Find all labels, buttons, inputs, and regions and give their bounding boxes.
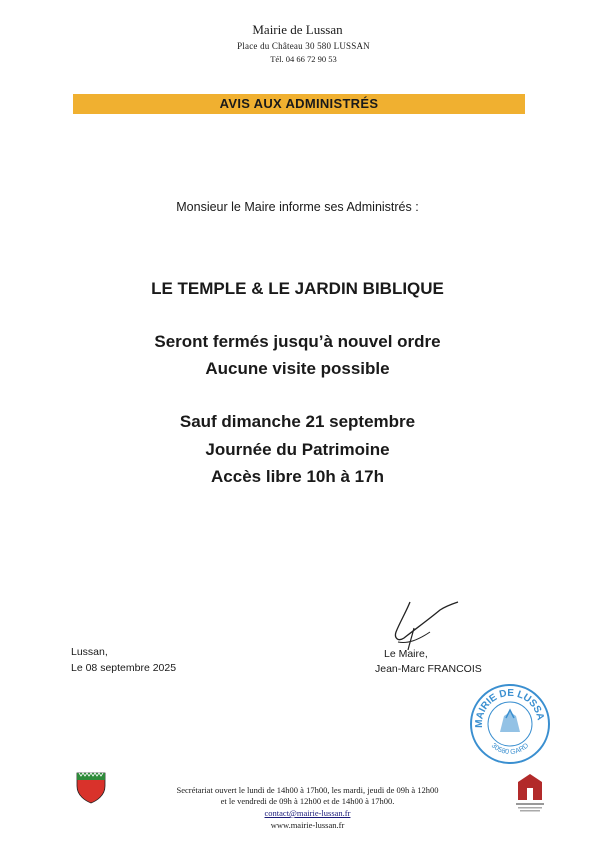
mairie-stamp-icon bbox=[468, 682, 552, 771]
closing-place: Lussan, bbox=[71, 646, 108, 658]
stamp-postcode: 30580 GARD bbox=[489, 742, 531, 757]
stamp-text: MAIRIE DE LUSSA bbox=[473, 687, 546, 728]
svg-text:30580 GARD bbox=[490, 742, 530, 756]
closing-signer: Jean-Marc FRANCOIS bbox=[375, 663, 482, 675]
mairie-name: Mairie de Lussan bbox=[252, 22, 343, 37]
mairie-phone: Tél. 04 66 72 90 53 bbox=[270, 54, 337, 64]
banner-title: AVIS AUX ADMINISTRÉS bbox=[219, 96, 379, 111]
footer-hours-line-2: et le vendredi de 09h à 12h00 et de 14h00 à 17h00. bbox=[220, 796, 395, 806]
notice-line-exception-date: Sauf dimanche 21 septembre bbox=[179, 412, 416, 431]
footer-website[interactable]: www.mairie-lussan.fr bbox=[270, 820, 345, 830]
notice-title: LE TEMPLE & LE JARDIN BIBLIQUE bbox=[151, 279, 444, 298]
mairie-address: Place du Château 30 580 LUSSAN bbox=[237, 41, 370, 51]
intro-text: Monsieur le Maire informe ses Administrés : bbox=[176, 200, 419, 214]
notice-banner bbox=[73, 94, 525, 114]
closing-role: Le Maire, bbox=[384, 648, 428, 660]
footer-email-link[interactable]: contact@mairie-lussan.fr bbox=[264, 808, 351, 818]
notice-line-event: Journée du Patrimoine bbox=[205, 440, 390, 459]
closing-date: Le 08 septembre 2025 bbox=[71, 662, 177, 674]
footer-hours-line-1: Secrétariat ouvert le lundi de 14h00 à 17h00, les mardi, jeudi de 09h à 12h00 bbox=[176, 785, 439, 795]
notice-line-closed: Seront fermés jusqu’à nouvel ordre bbox=[154, 332, 441, 351]
notice-line-no-visit: Aucune visite possible bbox=[205, 359, 390, 378]
notice-line-hours: Accès libre 10h à 17h bbox=[211, 467, 384, 486]
